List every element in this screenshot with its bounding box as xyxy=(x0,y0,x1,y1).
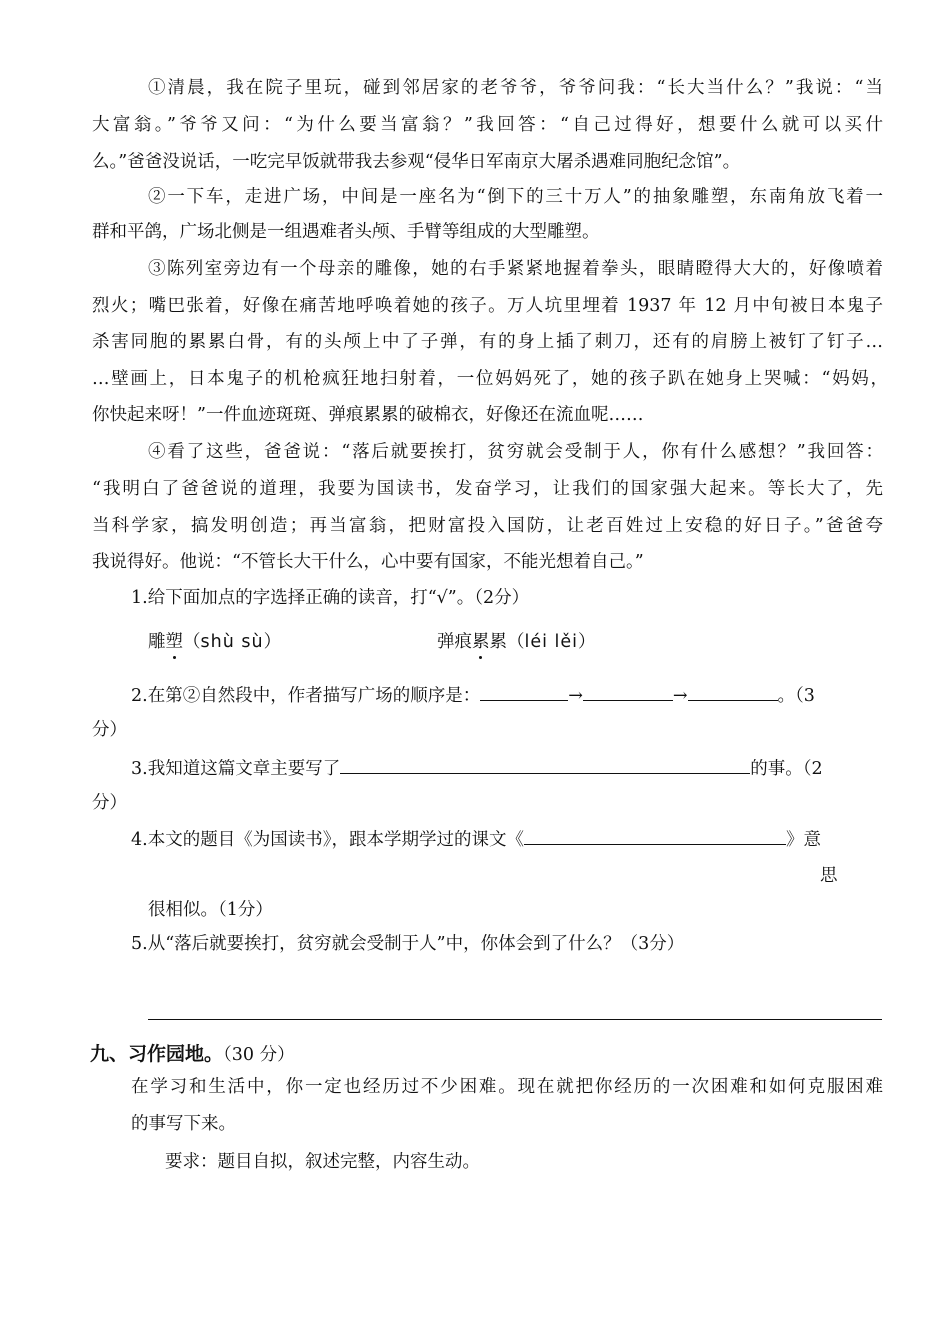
passage-p4-line3: 当科学家，搞发明创造；再当富翁，把财富投入国防，让老百姓过上安稳的好日子。”爸爸夸 xyxy=(92,516,883,536)
passage-p3-line2: 烈火；嘴巴张着，好像在痛苦地呼唤着她的孩子。万人坑里埋着 1937 年 12 月中旬被日本鬼子 xyxy=(92,296,883,316)
passage-p4-line2: “我明白了爸爸说的道理，我要为国读书，发奋学习，让我们的国家强大起来。等长大了，先 xyxy=(92,479,883,499)
section-9-title: 九、习作园地。 xyxy=(90,1043,224,1065)
question-1-text: 1.给下面加点的字选择正确的读音，打“√”。（2分） xyxy=(131,588,530,608)
q1-item2-pre: 弹痕 xyxy=(437,632,472,652)
answer-line[interactable] xyxy=(148,1019,882,1020)
question-5-text: 5.从“落后就要挨打，贫穷就会受制于人”中，你体会到了什么？（3分） xyxy=(131,934,685,954)
q2-blank-1[interactable] xyxy=(480,682,568,701)
question-2 xyxy=(131,682,815,708)
q1-item2-dotted-char: 累 xyxy=(472,632,490,652)
q2-text: 2.在第②自然段中，作者描写广场的顺序是： xyxy=(131,686,481,706)
question-4 xyxy=(131,826,821,852)
q2-blank-2[interactable] xyxy=(583,682,673,701)
section-9-points: （30 分） xyxy=(223,1045,295,1065)
passage-p4-line4: 我说得好。他说：“不管长大干什么，心中要有国家，不能光想着自己。” xyxy=(92,552,644,572)
q4-blank[interactable] xyxy=(524,826,786,845)
question-4-wrap-1: 思 xyxy=(820,866,838,886)
q2-arrow-1: → xyxy=(568,686,583,706)
q1-item1-paren-open: （ xyxy=(183,632,201,652)
passage-p3-line5: 你快起来呀！”一件血迹斑斑、弹痕累累的破棉衣，好像还在流血呢…… xyxy=(92,405,644,425)
q2-points: 。（3 xyxy=(777,686,815,706)
question-1-item-2 xyxy=(437,630,596,654)
section-9-prompt-line2: 的事写下来。 xyxy=(131,1114,236,1134)
q1-item1-dotted-char: 塑 xyxy=(165,632,183,652)
question-1-item-1 xyxy=(148,630,281,654)
passage-p1-line1: ①清晨，我在院子里玩，碰到邻居家的老爷爷，爷爷问我：“长大当什么？”我说：“当 xyxy=(148,78,883,98)
passage-p2-line2: 群和平鸽，广场北侧是一组遇难者头颅、手臂等组成的大型雕塑。 xyxy=(92,222,600,242)
q1-item2-paren-close: ） xyxy=(578,632,596,652)
q3-text: 3.我知道这篇文章主要写了 xyxy=(131,759,341,779)
question-3-wrap: 分） xyxy=(92,793,127,813)
passage-p3-line4: …壁画上，日本鬼子的机枪疯狂地扫射着，一位妈妈死了，她的孩子趴在她身上哭喊：“妈妈， xyxy=(92,369,888,389)
q1-item1-pre: 雕 xyxy=(148,632,166,652)
q4-text: 4.本文的题目《为国读书》，跟本学期学过的课文《 xyxy=(131,830,524,850)
q1-item1-pinyin-options[interactable]: shù sù xyxy=(200,632,264,652)
passage-p1-line3: 么。”爸爸没说话，一吃完早饭就带我去参观“侵华日军南京大屠杀遇难同胞纪念馆”。 xyxy=(92,152,741,172)
q1-item2-pinyin-options[interactable]: léi lěi xyxy=(524,632,579,652)
q2-arrow-2: → xyxy=(672,686,688,706)
section-9-requirements: 要求：题目自拟，叙述完整，内容生动。 xyxy=(165,1152,480,1172)
passage-p1-line2: 大富翁。”爷爷又问：“为什么要当富翁？”我回答：“自己过得好，想要什么就可以买什 xyxy=(92,115,883,135)
passage-p4-line1: ④看了这些，爸爸说：“落后就要挨打，贫穷就会受制于人，你有什么感想？”我回答： xyxy=(148,442,883,462)
question-3 xyxy=(131,755,823,781)
section-9-prompt-line1: 在学习和生活中，你一定也经历过不少困难。现在就把你经历的一次困难和如何克服困难 xyxy=(131,1077,883,1097)
q3-points: 的事。（2 xyxy=(750,759,823,779)
q4-end: 》意 xyxy=(785,830,821,850)
question-4-wrap-2: 很相似。（1分） xyxy=(148,900,273,920)
q1-item2-rest: 累（ xyxy=(489,632,525,652)
q1-item1-paren-close: ） xyxy=(263,632,282,652)
passage-p2-line1: ②一下车，走进广场，中间是一座名为“倒下的三十万人”的抽象雕塑，东南角放飞着一 xyxy=(148,187,883,207)
q2-blank-3[interactable] xyxy=(688,682,778,701)
question-2-wrap: 分） xyxy=(92,720,127,740)
passage-p3-line3: 杀害同胞的累累白骨，有的头颅上中了子弹，有的身上插了刺刀，还有的肩膀上被钉了钉子… xyxy=(92,332,883,352)
q3-blank[interactable] xyxy=(340,755,750,774)
passage-p3-line1: ③陈列室旁边有一个母亲的雕像，她的右手紧紧地握着拳头，眼睛瞪得大大的，好像喷着 xyxy=(148,259,883,279)
section-9-heading xyxy=(90,1039,295,1066)
